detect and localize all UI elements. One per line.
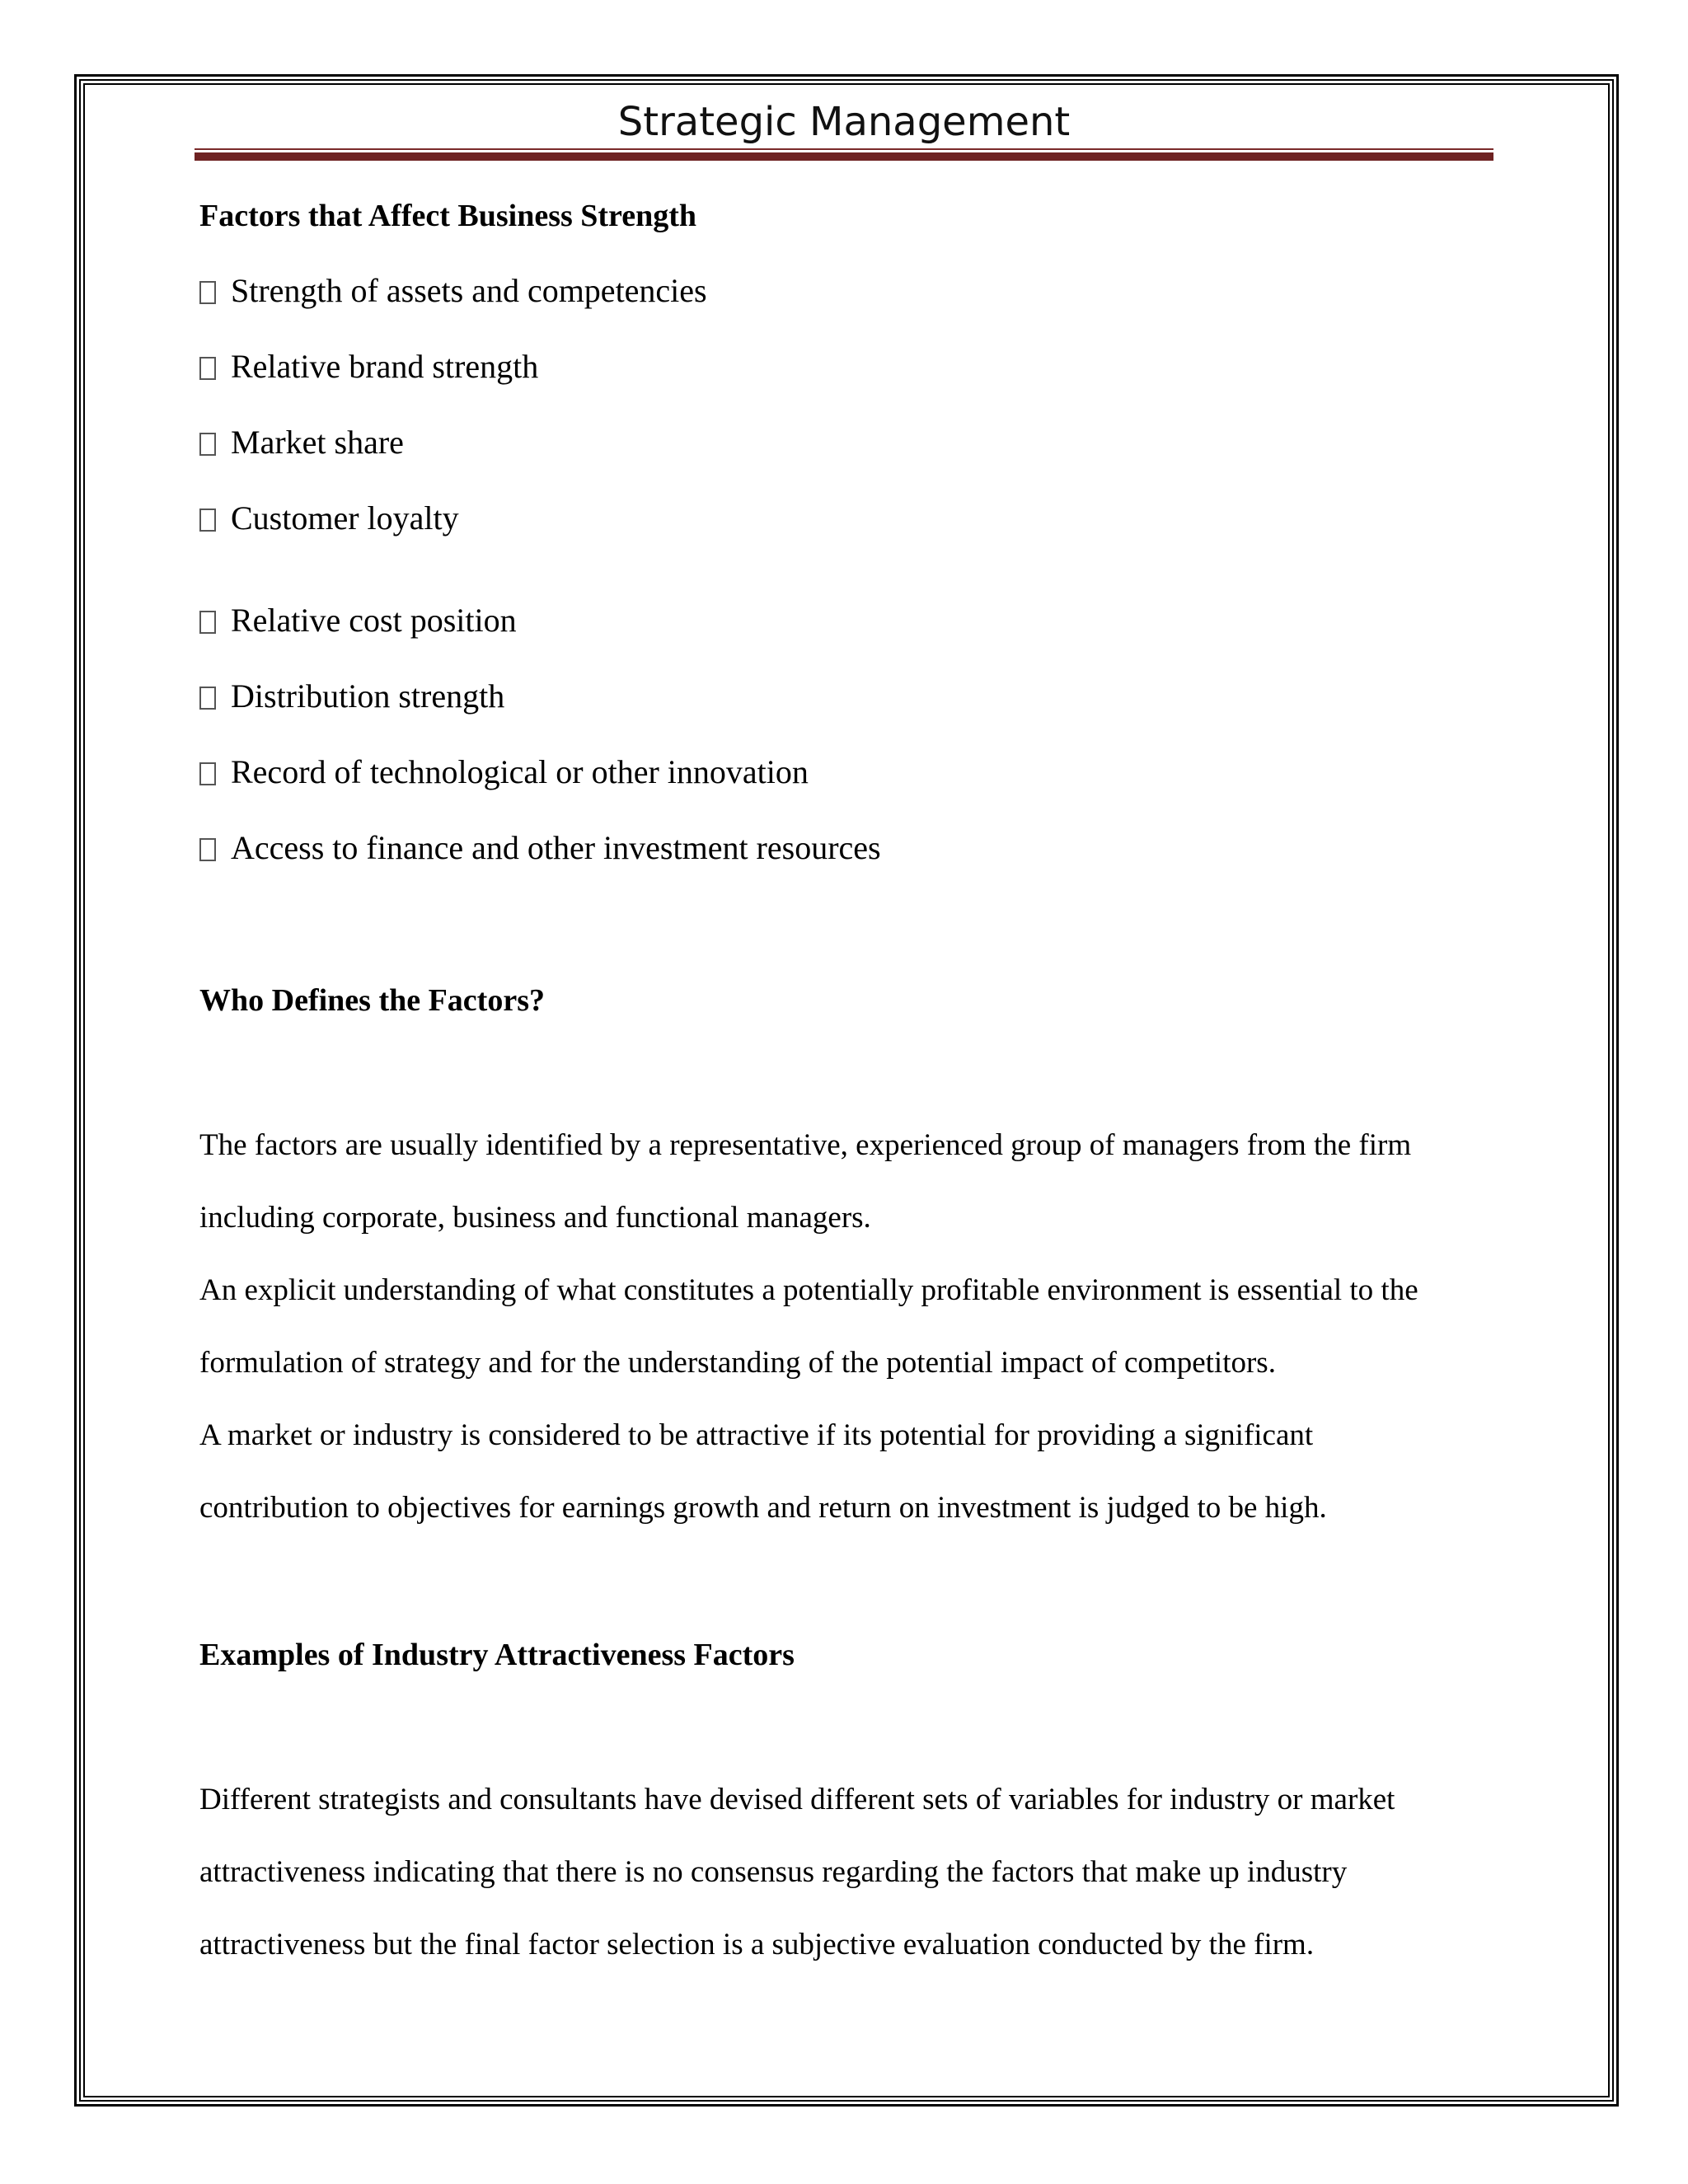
bullet-text: Relative cost position <box>231 602 517 639</box>
bullet-item <box>199 600 517 641</box>
bullet-text: Market share <box>231 424 404 461</box>
page-header-title: Strategic Management <box>617 99 1071 145</box>
bullet-text: Distribution strength <box>231 677 505 715</box>
bullet-box-icon <box>199 357 216 380</box>
bullet-item <box>199 270 707 312</box>
bullet-text: Customer loyalty <box>231 499 459 537</box>
bullet-text: Access to finance and other investment resources <box>231 829 881 866</box>
bullet-item <box>199 676 504 717</box>
bullet-box-icon <box>199 762 216 785</box>
bullet-box-icon <box>199 687 216 710</box>
bullet-text: Relative brand strength <box>231 348 539 385</box>
paragraph-line: A market or industry is considered to be attractive if its potential for providing a significant <box>199 1418 1314 1452</box>
paragraph-line: contribution to objectives for earnings growth and return on investment is judged to be high. <box>199 1491 1327 1525</box>
header-rule-thick <box>195 152 1493 161</box>
paragraph-line: Different strategists and consultants have devised different sets of variables for industry or market <box>199 1783 1395 1816</box>
bullet-item <box>199 498 459 539</box>
paragraph-line: attractiveness but the final factor selection is a subjective evaluation conducted by the firm. <box>199 1928 1315 1961</box>
section-heading-who-defines: Who Defines the Factors? <box>199 983 545 1018</box>
bullet-item <box>199 422 404 463</box>
bullet-box-icon <box>199 433 216 456</box>
header-rule-thin <box>195 148 1493 150</box>
bullet-box-icon <box>199 509 216 532</box>
paragraph-line: The factors are usually identified by a representative, experienced group of managers from the firm <box>199 1128 1412 1162</box>
bullet-item <box>199 752 809 793</box>
bullet-item <box>199 827 881 869</box>
paragraph-line: An explicit understanding of what constitutes a potentially profitable environment is essential to the <box>199 1273 1418 1307</box>
paragraph-line: including corporate, business and functional managers. <box>199 1201 871 1235</box>
bullet-item <box>199 346 538 387</box>
paragraph-line: attractiveness indicating that there is no consensus regarding the factors that make up industry <box>199 1855 1348 1889</box>
bullet-text: Strength of assets and competencies <box>231 272 707 309</box>
section-heading-industry-attractiveness: Examples of Industry Attractiveness Factors <box>199 1638 795 1672</box>
bullet-text: Record of technological or other innovation <box>231 753 809 790</box>
bullet-box-icon <box>199 611 216 634</box>
bullet-box-icon <box>199 838 216 861</box>
bullet-box-icon <box>199 281 216 304</box>
paragraph-line: formulation of strategy and for the understanding of the potential impact of competitors. <box>199 1346 1276 1380</box>
section-heading-business-strength: Factors that Affect Business Strength <box>199 199 697 233</box>
